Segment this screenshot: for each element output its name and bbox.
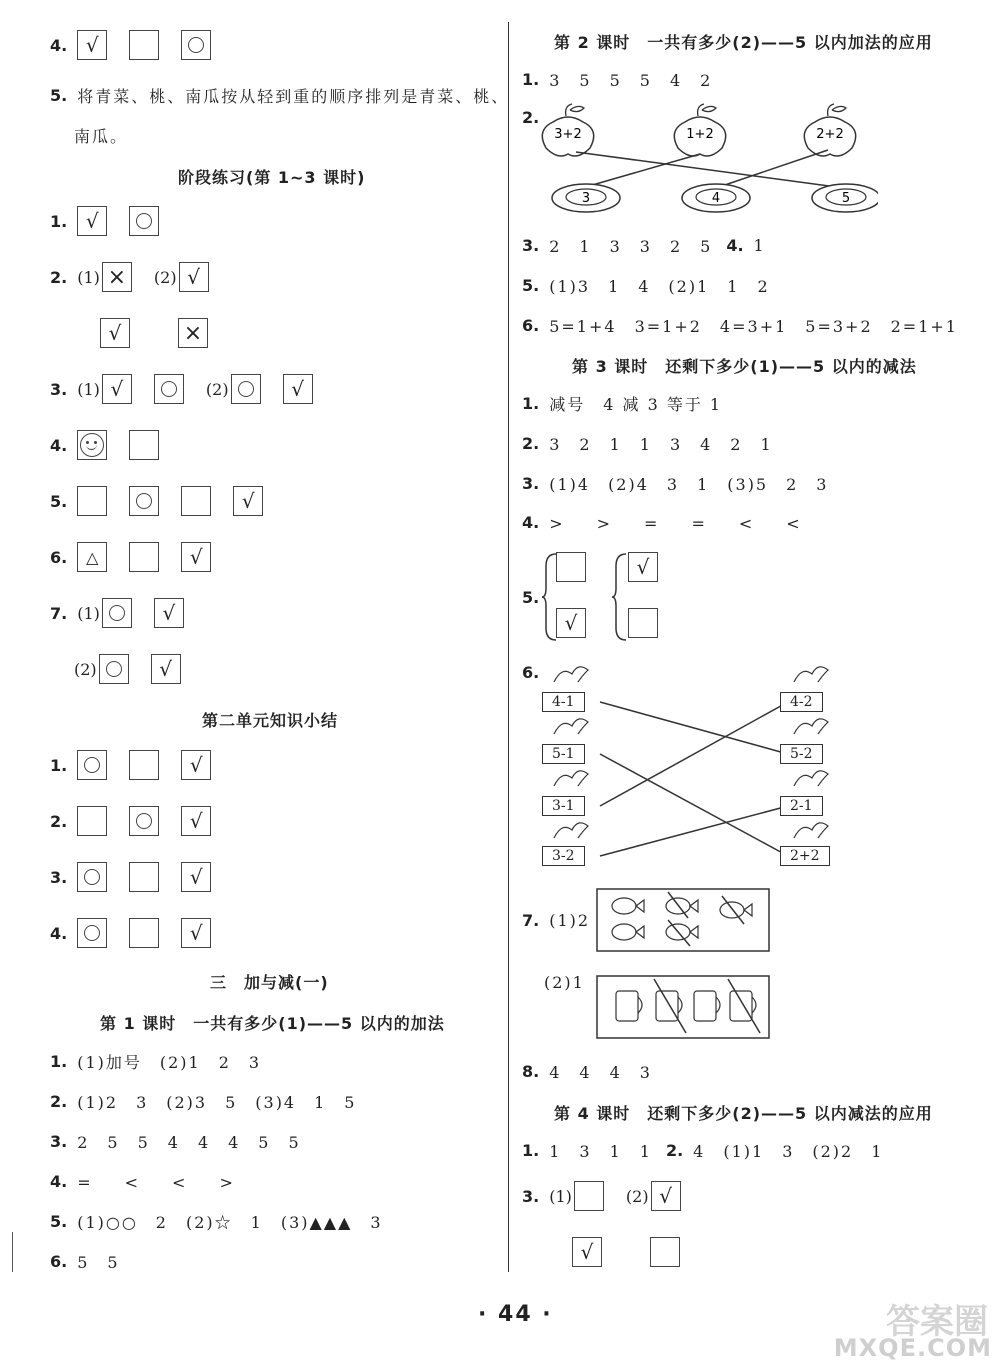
- answer-row: [50, 1130, 301, 1153]
- answer-box: [129, 430, 159, 460]
- answer-row: [544, 973, 585, 992]
- question-number: 5.: [50, 1212, 68, 1231]
- answer-box: [129, 806, 159, 836]
- answer-boxes: [556, 608, 628, 638]
- tick-mark-icon: √: [189, 921, 203, 945]
- circle-mark-icon: [106, 661, 122, 677]
- plate-label: 3: [581, 191, 591, 206]
- answer-text: 5=1+4 3=1+2 4=3+1 5=3+2 2=1+1: [549, 317, 958, 336]
- tick-mark-icon: √: [291, 377, 304, 401]
- answer-row: [50, 862, 233, 892]
- bird-right-label: [780, 846, 830, 866]
- plate-4: [682, 184, 750, 212]
- answer-boxes: [77, 30, 233, 60]
- answer-box: [556, 552, 586, 582]
- section-heading: 第二单元知识小结: [202, 711, 339, 730]
- answer-box: [129, 206, 159, 236]
- bird-right-label: [780, 796, 823, 816]
- apple-label: 3+2: [554, 127, 582, 142]
- part-label: (1): [77, 379, 100, 399]
- question-number: 2.: [522, 434, 540, 453]
- answer-box: [129, 542, 159, 572]
- answer-boxes: [102, 598, 206, 628]
- answer-row: [50, 1210, 383, 1233]
- answer-box: [628, 608, 658, 638]
- answer-boxes: [574, 1181, 626, 1211]
- bird-icon: [554, 823, 588, 838]
- match-line: [716, 150, 828, 188]
- answer-box: [77, 750, 107, 780]
- answer-boxes: [77, 542, 233, 572]
- answer-row: [74, 654, 203, 684]
- lesson-heading: 第 1 课时 一共有多少(1)——5 以内的加法: [100, 1014, 445, 1033]
- circle-mark-icon: [238, 381, 254, 397]
- answer-text: (1)2: [549, 911, 591, 930]
- circle-mark-icon: [136, 213, 152, 229]
- apple-1-plus-2: [674, 104, 725, 156]
- question-number: 3.: [50, 1132, 68, 1151]
- tick-mark-icon: √: [159, 657, 173, 681]
- question-number: 6.: [522, 663, 540, 682]
- answer-text: 将青菜、桃、南瓜按从轻到重的顺序排列是青菜、桃、: [77, 87, 510, 106]
- answer-boxes: [102, 374, 206, 404]
- plate-label: 4: [711, 191, 721, 206]
- bird-icon: [794, 719, 828, 734]
- expression-tag: 3-2: [542, 846, 585, 866]
- answer-box: [129, 750, 159, 780]
- page-number: · 44 ·: [478, 1302, 553, 1327]
- question-number: 1.: [522, 1141, 540, 1160]
- answer-text: (2)1: [544, 973, 585, 992]
- brace: [542, 554, 556, 640]
- bird-right-label: [780, 744, 823, 764]
- answer-box: [102, 262, 132, 292]
- question-number: 7.: [522, 911, 540, 930]
- question-number: 5.: [50, 86, 68, 105]
- answer-boxes: [231, 374, 335, 404]
- fish-picture: [596, 888, 772, 956]
- circle-mark-icon: [84, 757, 100, 773]
- answer-box: [102, 374, 132, 404]
- answer-box: [102, 598, 132, 628]
- answer-text: 1 3 1 1: [549, 1142, 652, 1161]
- answer-row: [556, 552, 680, 582]
- answer-box: [77, 542, 107, 572]
- answer-boxes: [100, 318, 256, 348]
- part-label: (2): [153, 267, 177, 287]
- question-number: 7.: [50, 603, 68, 623]
- answer-box: [181, 30, 211, 60]
- lesson-heading: 第 2 课时 一共有多少(2)——5 以内加法的应用: [554, 33, 933, 52]
- answer-row: [50, 1170, 242, 1193]
- answer-row: [50, 598, 206, 628]
- answer-box: [178, 318, 208, 348]
- expression-tag: 5-2: [780, 744, 823, 764]
- circle-mark-icon: [84, 869, 100, 885]
- plate-label: 5: [841, 191, 851, 206]
- answer-row: [50, 262, 231, 292]
- question-number: 6.: [522, 316, 540, 335]
- match-line: [600, 806, 788, 856]
- bird-icon: [554, 667, 588, 682]
- cup-picture: [596, 975, 772, 1043]
- answer-box: [151, 654, 181, 684]
- tick-mark-icon: √: [564, 611, 578, 635]
- tick-mark-icon: √: [187, 265, 200, 289]
- unit-heading: 三 加与减(一): [210, 973, 329, 992]
- question-number: 3.: [522, 236, 540, 255]
- question-number: 2.: [665, 1141, 684, 1160]
- answer-row: [522, 234, 766, 257]
- tick-mark-icon: √: [659, 1184, 672, 1208]
- part-label: (2): [74, 659, 97, 679]
- answer-box: [129, 30, 159, 60]
- answer-row: [50, 84, 509, 107]
- answer-text: 南瓜。: [74, 127, 129, 146]
- answer-text: 2 1 3 3 2 5: [549, 237, 713, 256]
- answer-boxes: [556, 552, 628, 582]
- answer-text: (1)○○ 2 (2)☆ 1 (3)▲▲▲ 3: [77, 1213, 383, 1232]
- expression-tag: 4-1: [542, 692, 585, 712]
- answer-row: [50, 374, 335, 404]
- answer-text: = < < >: [77, 1173, 242, 1192]
- answer-text: (1)加号 (2)1 2 3: [77, 1053, 262, 1072]
- plate-5: [812, 184, 878, 212]
- answer-box: [77, 918, 107, 948]
- question-number: 3.: [522, 1186, 540, 1206]
- answer-row: [522, 1139, 883, 1162]
- answer-text: 1: [753, 236, 766, 255]
- apple-3-plus-2: [542, 104, 593, 156]
- match-line: [582, 154, 700, 188]
- answer-boxes: [77, 862, 233, 892]
- bird-icon: [554, 771, 588, 786]
- bird-icon: [794, 667, 828, 682]
- question-number: 2.: [50, 267, 68, 287]
- bird-left-label: [542, 796, 585, 816]
- answer-row: [522, 68, 712, 91]
- answer-row: [522, 274, 770, 297]
- cross-mark-icon: ×: [183, 320, 203, 346]
- question-number: 4.: [50, 1172, 68, 1191]
- apple-label: 2+2: [816, 127, 844, 142]
- answer-box: [154, 374, 184, 404]
- expression-tag: 2+2: [780, 846, 830, 866]
- question-number: 1.: [50, 1052, 68, 1071]
- left-column: [0, 0, 508, 1290]
- answer-row: [522, 432, 773, 455]
- answer-text: 3 5 5 5 4 2: [549, 71, 713, 90]
- answer-boxes: [77, 206, 181, 236]
- answer-box: [181, 542, 211, 572]
- answer-text: 2 5 5 4 4 4 5 5: [77, 1133, 301, 1152]
- answer-row: [522, 314, 958, 337]
- bird-icon: [794, 823, 828, 838]
- answer-box: [181, 918, 211, 948]
- bird-left-label: [542, 744, 585, 764]
- answer-text: 减号 4 减 3 等于 1: [549, 395, 723, 414]
- answer-box: [99, 654, 129, 684]
- question-number: 4.: [50, 923, 68, 943]
- circle-mark-icon: [188, 37, 204, 53]
- question-number: 3.: [522, 474, 540, 493]
- cross-mark-icon: ×: [107, 264, 127, 290]
- part-label: (1): [77, 603, 100, 623]
- answer-boxes: [651, 1181, 703, 1211]
- answer-boxes: [102, 262, 154, 292]
- answer-box: [574, 1181, 604, 1211]
- answer-text: 3 2 1 1 3 4 2 1: [549, 435, 773, 454]
- bird-icon: [554, 719, 588, 734]
- tick-mark-icon: √: [189, 809, 203, 833]
- answer-boxes: [99, 654, 203, 684]
- answer-text: (1)4 (2)4 3 1 (3)5 2 3: [549, 475, 829, 494]
- question-number: 6.: [50, 547, 68, 567]
- answer-row: [522, 1181, 703, 1211]
- question-number: 1.: [50, 211, 68, 231]
- answer-box: [129, 862, 159, 892]
- answer-text: 4 4 4 3: [549, 1063, 652, 1082]
- answer-text: 5 5: [77, 1253, 120, 1272]
- question-number: 2.: [522, 108, 540, 127]
- answer-box: [650, 1237, 680, 1267]
- question-number: 3.: [50, 379, 68, 399]
- question-number: 2.: [50, 811, 68, 831]
- tick-mark-icon: √: [85, 209, 99, 233]
- answer-row: [74, 124, 128, 147]
- answer-row: [100, 318, 256, 348]
- answer-box: [100, 318, 130, 348]
- question-number: 5.: [522, 588, 540, 607]
- answer-box: [77, 30, 107, 60]
- answer-box: [181, 806, 211, 836]
- tick-mark-icon: √: [189, 753, 203, 777]
- answer-row: [522, 911, 590, 930]
- answer-box: [77, 862, 107, 892]
- answer-row: [50, 30, 233, 60]
- question-number: 1.: [522, 70, 540, 89]
- answer-row: [50, 918, 233, 948]
- answer-box: [129, 486, 159, 516]
- tick-mark-icon: √: [85, 33, 99, 57]
- answer-box: [283, 374, 313, 404]
- expression-tag: 4-2: [780, 692, 823, 712]
- watermark-logo: 答案圈: [886, 1302, 988, 1342]
- answer-box: [556, 608, 586, 638]
- answer-boxes: [77, 806, 233, 836]
- expression-tag: 5-1: [542, 744, 585, 764]
- tick-mark-icon: √: [580, 1240, 594, 1264]
- tick-mark-icon: √: [636, 555, 650, 579]
- apple-2-plus-2: [804, 104, 855, 156]
- answer-row: [50, 542, 233, 572]
- answer-box: [233, 486, 263, 516]
- apple-label: 1+2: [686, 127, 714, 142]
- question-number: 5.: [522, 276, 540, 295]
- tick-mark-icon: √: [110, 377, 124, 401]
- circle-mark-icon: [136, 493, 152, 509]
- expression-tag: 3-1: [542, 796, 585, 816]
- part-label: (1): [77, 267, 100, 287]
- answer-box: [77, 206, 107, 236]
- answer-text: (1)3 1 4 (2)1 1 2: [549, 277, 770, 296]
- answer-row: [572, 1237, 728, 1267]
- apple-plate-matching: [538, 100, 878, 220]
- answer-box: [231, 374, 261, 404]
- answer-row: [50, 486, 285, 516]
- bird-icon: [794, 771, 828, 786]
- answer-text: 4 (1)1 3 (2)2 1: [693, 1142, 884, 1161]
- answer-box: [154, 598, 184, 628]
- bird-right-label: [780, 692, 823, 712]
- answer-row: [50, 750, 233, 780]
- tick-mark-icon: √: [189, 545, 203, 569]
- smiley-face-icon: [80, 433, 104, 457]
- circle-mark-icon: [136, 813, 152, 829]
- answer-row: [522, 511, 809, 534]
- answer-box: [572, 1237, 602, 1267]
- question-number: 1.: [50, 755, 68, 775]
- answer-row: [50, 430, 181, 460]
- watermark: [814, 1292, 994, 1362]
- question-number: 2.: [50, 1092, 68, 1111]
- answer-boxes: [77, 430, 181, 460]
- answer-text: > > = = < <: [549, 514, 809, 533]
- plate-3: [552, 184, 620, 212]
- answer-box: [77, 806, 107, 836]
- question-number: 4.: [50, 35, 68, 55]
- watermark-url: MXQE.COM: [833, 1334, 992, 1362]
- answer-box: [651, 1181, 681, 1211]
- answer-row: [50, 1250, 120, 1273]
- match-line: [600, 702, 788, 754]
- answer-boxes: [77, 918, 233, 948]
- tick-mark-icon: √: [162, 601, 176, 625]
- match-line: [600, 754, 788, 856]
- part-label: (2): [625, 1186, 649, 1206]
- question-number: 1.: [522, 394, 540, 413]
- answer-row: [522, 472, 828, 495]
- answer-box: [129, 918, 159, 948]
- question-number: 5.: [50, 491, 68, 511]
- tick-mark-icon: √: [241, 489, 255, 513]
- answer-boxes: [628, 608, 680, 638]
- question-number: 4.: [50, 435, 68, 455]
- match-line: [576, 152, 844, 188]
- lesson-heading: 第 4 课时 还剩下多少(2)——5 以内减法的应用: [554, 1104, 933, 1123]
- answer-boxes: [628, 552, 680, 582]
- tick-mark-icon: √: [189, 865, 203, 889]
- tick-mark-icon: √: [108, 321, 122, 345]
- question-number: 8.: [522, 1062, 540, 1081]
- answer-box: [181, 750, 211, 780]
- answer-row: [50, 1050, 261, 1073]
- answer-box: [181, 486, 211, 516]
- answer-box: [628, 552, 658, 582]
- answer-boxes: [77, 486, 285, 516]
- answer-row: [50, 1090, 356, 1113]
- part-label: (1): [549, 1186, 572, 1206]
- answer-boxes: [77, 750, 233, 780]
- answer-boxes: [572, 1237, 728, 1267]
- question-number: 4.: [726, 236, 744, 255]
- answer-boxes: [179, 262, 231, 292]
- question-number: 4.: [522, 513, 540, 532]
- answer-row: [522, 1060, 652, 1083]
- answer-box: [77, 486, 107, 516]
- triangle-mark-icon: △: [86, 547, 99, 567]
- section-heading: 阶段练习(第 1~3 课时): [178, 168, 366, 187]
- answer-box: [181, 862, 211, 892]
- answer-text: (1)2 3 (2)3 5 (3)4 1 5: [77, 1093, 357, 1112]
- match-line: [600, 702, 788, 806]
- answer-row: [556, 608, 680, 638]
- answer-box: [179, 262, 209, 292]
- bird-left-label: [542, 692, 585, 712]
- answer-box: [77, 430, 107, 460]
- part-label: (2): [205, 379, 229, 399]
- answer-row: [50, 806, 233, 836]
- answer-row: [50, 206, 181, 236]
- right-column: [508, 0, 1000, 1290]
- answer-row: [522, 392, 722, 415]
- bird-left-label: [542, 846, 585, 866]
- circle-mark-icon: [109, 605, 125, 621]
- question-number: 6.: [50, 1252, 68, 1271]
- expression-tag: 2-1: [780, 796, 823, 816]
- question-number: 3.: [50, 867, 68, 887]
- circle-mark-icon: [84, 925, 100, 941]
- lesson-heading: 第 3 课时 还剩下多少(1)——5 以内的减法: [572, 357, 917, 376]
- circle-mark-icon: [161, 381, 177, 397]
